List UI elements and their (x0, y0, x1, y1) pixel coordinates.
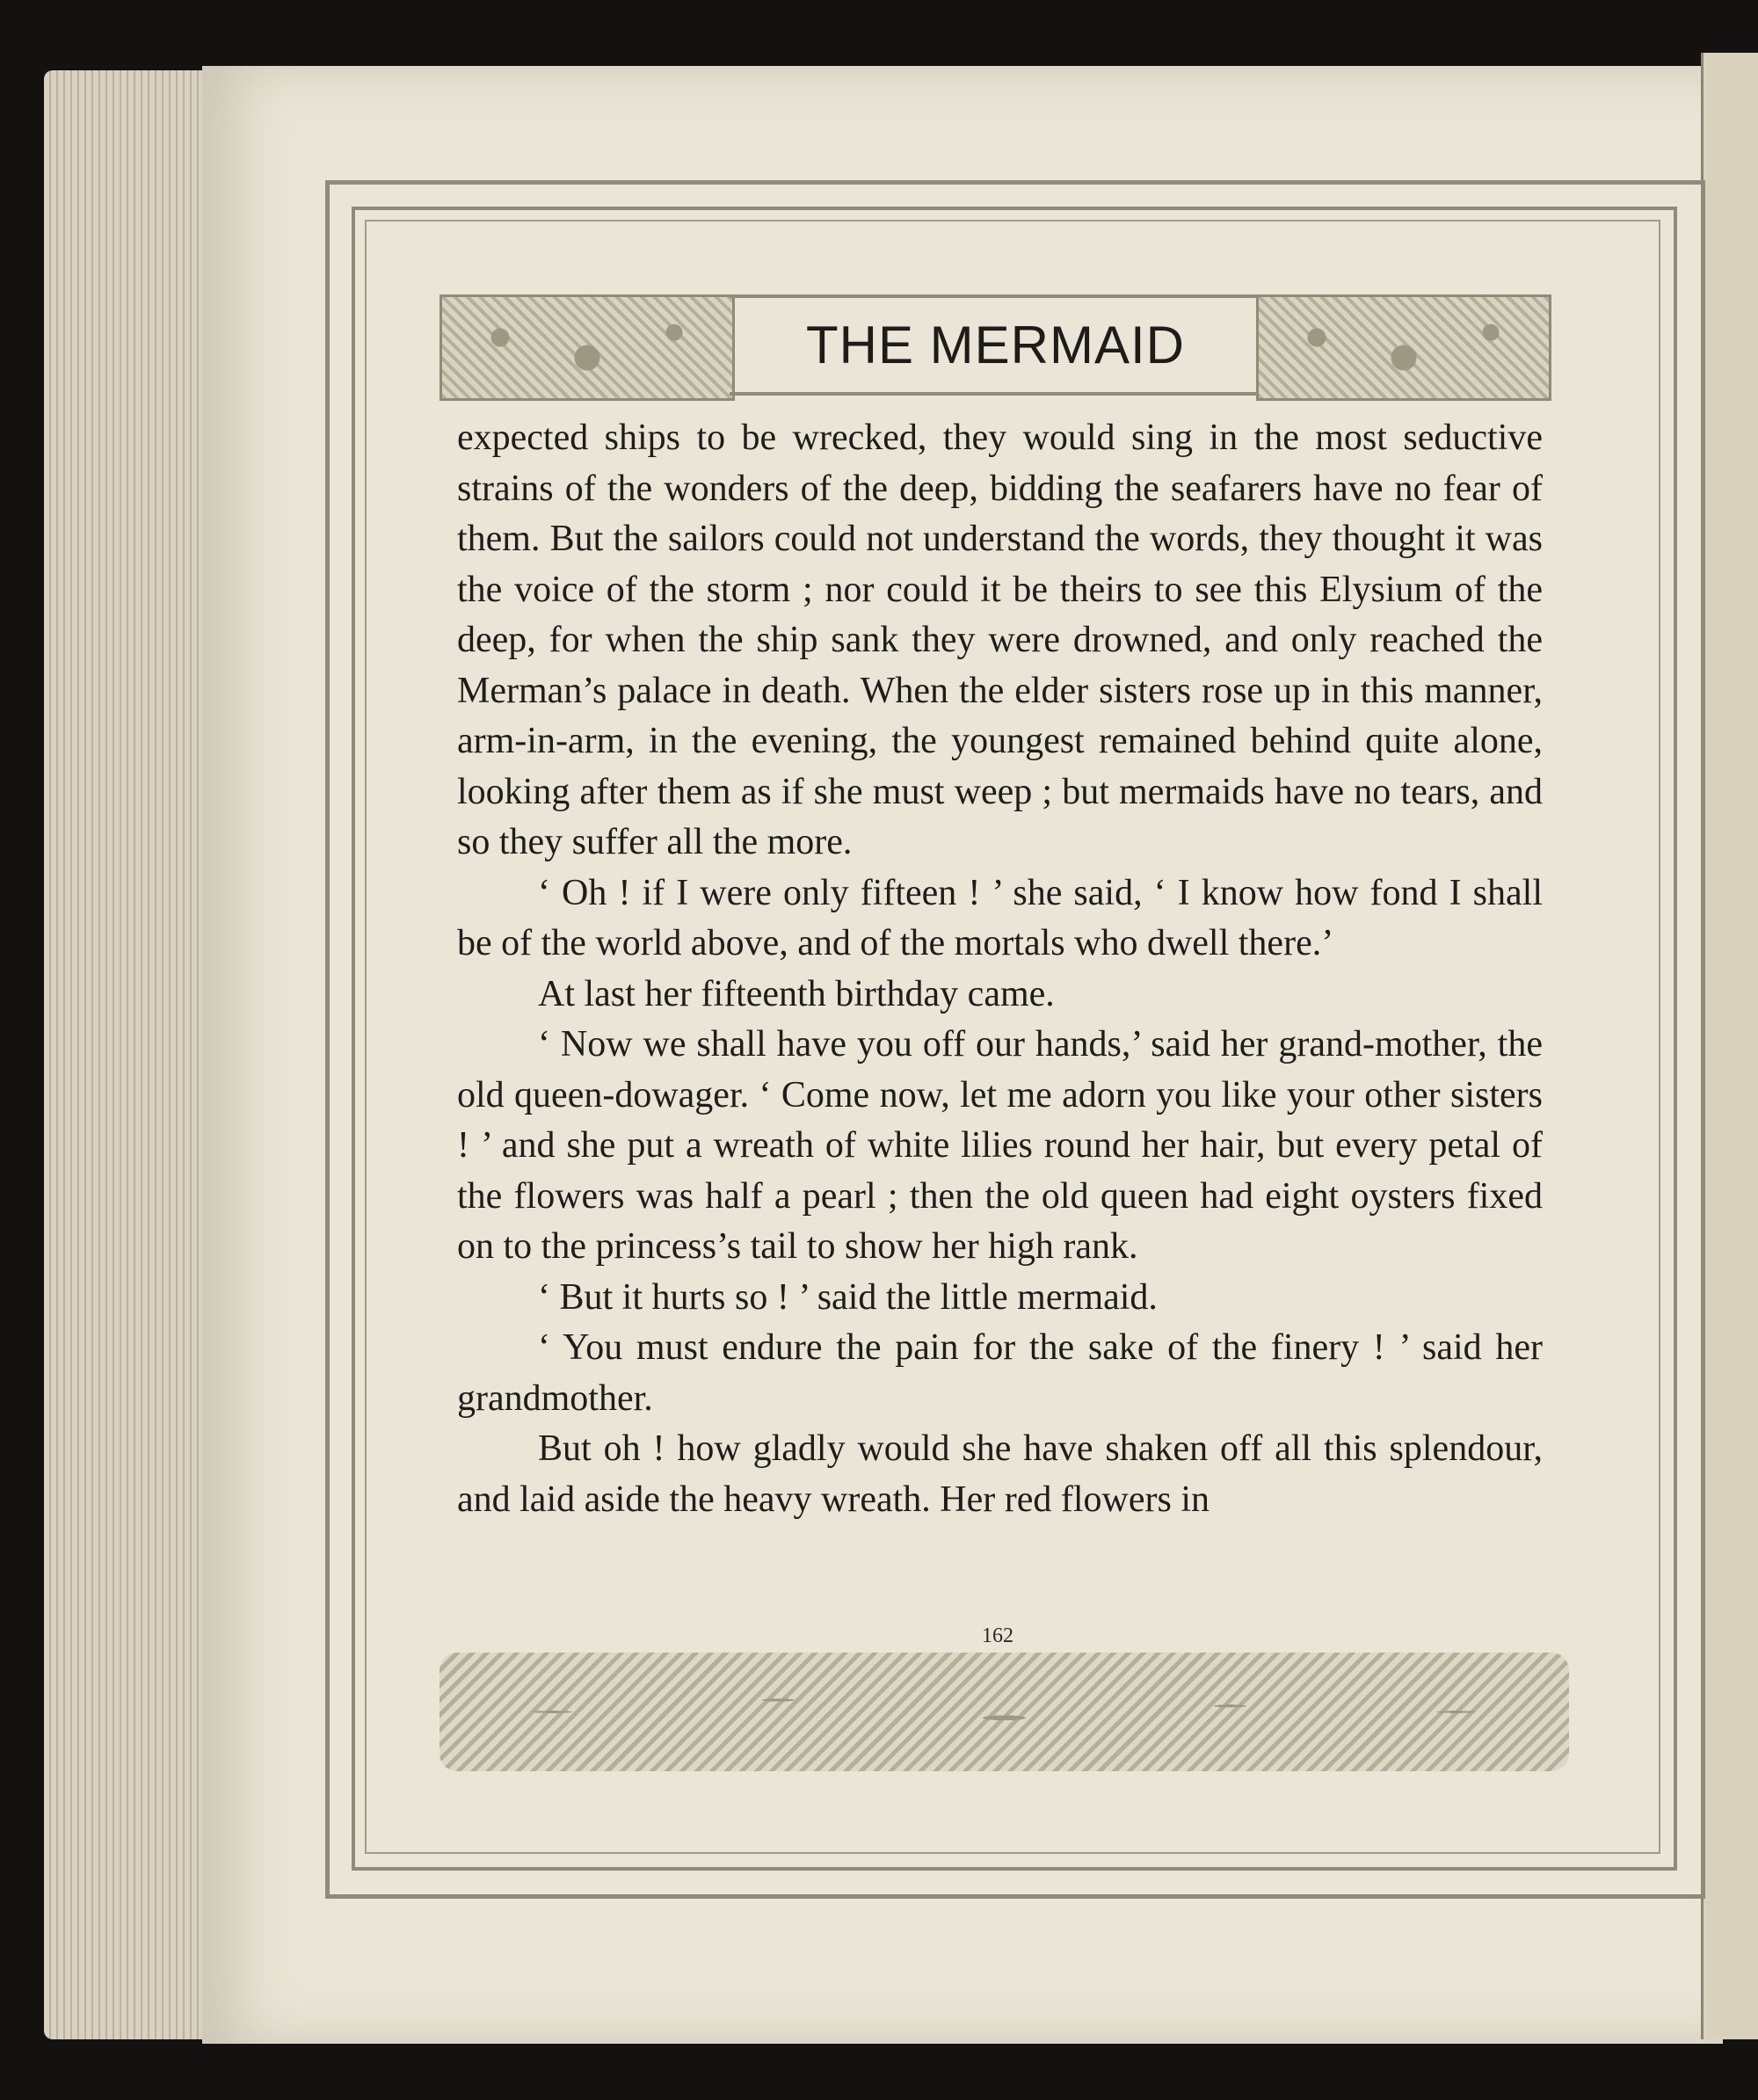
footer-ornament (440, 1653, 1569, 1771)
header-band (440, 294, 1551, 396)
paragraph: At last her fifteenth birthday came. (538, 973, 1055, 1014)
paragraph: ‘ Now we shall have you off our hands,’ said her grand-mother, the old queen-dowager. ‘ Come now, let me adorn you like your other sisters ! ’ and she put a wreath of white lilies round her hair, but every petal of the flowers was half a pearl ; then the old queen had eight oysters fixed on to the princess’s tail to show her high rank. (457, 1024, 1543, 1267)
paragraph: ‘ But it hurts so ! ’ said the little mermaid. (538, 1276, 1158, 1318)
page-title: THE MERMAID (806, 316, 1185, 374)
page-stack-edge (44, 70, 220, 2039)
header-ornament-right (1256, 294, 1551, 401)
paragraph: ‘ Oh ! if I were only fifteen ! ’ she said, ‘ I know how fond I shall be of the world above, and of the mortals who dwell there.’ (457, 872, 1543, 963)
paragraph: expected ships to be wrecked, they would sing in the most seductive strains of the wonders of the deep, bidding the seafarers have no fear of them. But the sailors could not understand the words, they thought it was the voice of the storm ; nor could it be theirs to see this Elysium of the deep, for when the ship sank they were drowned, and only reached the Merman’s palace in death. When the elder sisters rose up in this manner, arm-in-arm, in the evening, the youngest remained behind quite alone, looking after them as if she must weep ; but mermaids have no tears, and so they suffer all the more. (457, 418, 1543, 862)
paragraph: ‘ You must endure the pain for the sake of the finery ! ’ said her grandmother. (457, 1327, 1543, 1419)
header-ornament-left (440, 294, 735, 401)
next-page-edge (1701, 53, 1758, 2039)
title-box (730, 294, 1261, 396)
body-text (457, 413, 1543, 1525)
page-number: 162 (982, 1624, 1013, 1647)
paragraph: But oh ! how gladly would she have shaken off all this splendour, and laid aside the heavy wreath. Her red flowers in (457, 1428, 1543, 1520)
